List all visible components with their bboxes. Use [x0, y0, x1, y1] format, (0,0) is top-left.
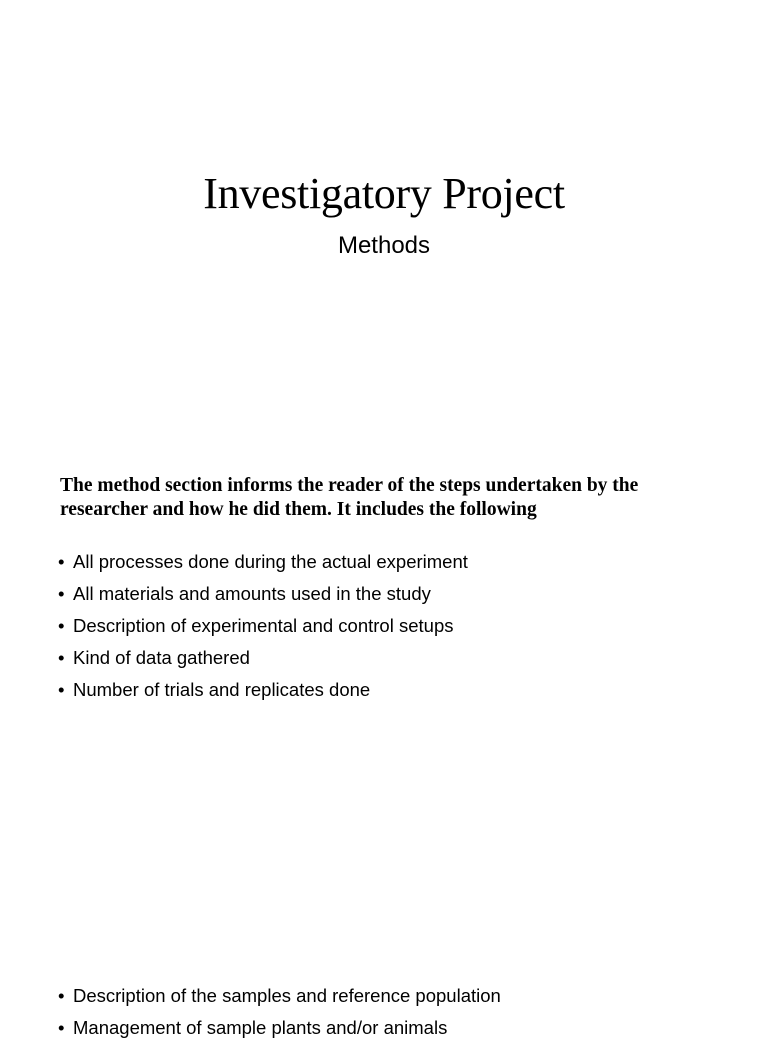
bullet-icon: • — [58, 679, 65, 700]
list-item-text: Description of experimental and control setups — [73, 615, 454, 636]
list-item — [58, 980, 501, 1012]
list-item — [58, 642, 468, 674]
bullet-icon: • — [58, 551, 65, 572]
bullet-icon: • — [58, 615, 65, 636]
list-item — [58, 1012, 501, 1044]
intro-paragraph: The method section informs the reader of the steps undertaken by the researcher and how he did them. It includes the following — [60, 475, 639, 520]
list-item-text: All materials and amounts used in the study — [73, 583, 431, 604]
list-item — [58, 546, 468, 578]
method-list-continued — [58, 980, 501, 1044]
list-item — [58, 610, 468, 642]
page-title: Investigatory Project — [203, 169, 565, 218]
bullet-icon: • — [58, 583, 65, 604]
bullet-icon: • — [58, 985, 65, 1006]
list-item-text: Kind of data gathered — [73, 647, 250, 668]
list-item — [58, 674, 468, 706]
bullet-icon: • — [58, 1017, 65, 1038]
page-subtitle: Methods — [337, 232, 431, 259]
list-item-text: All processes done during the actual experiment — [73, 551, 468, 572]
method-list — [58, 546, 468, 706]
list-item-text: Description of the samples and reference population — [73, 985, 501, 1006]
list-item-text: Number of trials and replicates done — [73, 679, 371, 700]
bullet-icon: • — [58, 647, 65, 668]
list-item-text: Management of sample plants and/or animals — [73, 1017, 448, 1038]
list-item — [58, 578, 468, 610]
